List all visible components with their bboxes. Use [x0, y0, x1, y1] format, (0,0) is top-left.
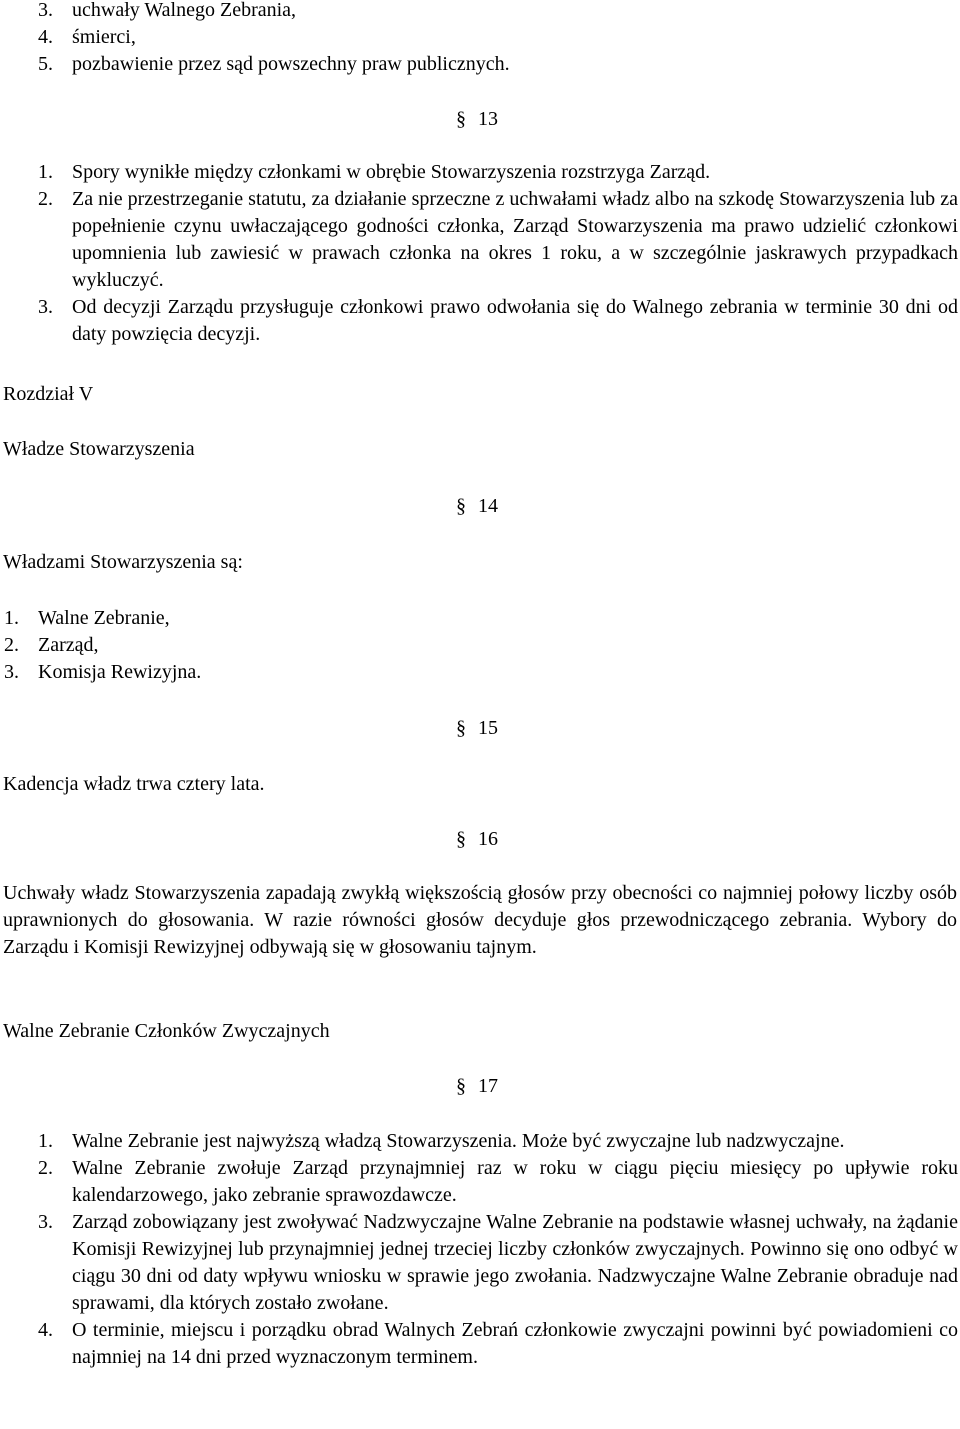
list-item-number: 3.: [38, 0, 53, 21]
section-number: 14: [478, 495, 498, 517]
list-item: [4, 632, 924, 659]
list-item-text: O terminie, miejscu i porządku obrad Walnych Zebrań członkowie zwyczajni powinni być powiadomieni co najmniej na 14 dni przed wyznaczonym terminem.: [72, 1319, 958, 1368]
list-top: [38, 0, 958, 78]
list-item: [38, 1209, 958, 1317]
chapter-title: Władze Stowarzyszenia: [3, 438, 195, 460]
list-item: [38, 1128, 958, 1155]
list-item-number: 2.: [4, 634, 19, 656]
section-16-heading: [456, 826, 498, 853]
list-item-number: 1.: [4, 607, 19, 629]
list-item-number: 4.: [38, 1319, 53, 1341]
section-14-intro: Władzami Stowarzyszenia są:: [3, 551, 243, 573]
section-number: 13: [478, 108, 498, 130]
list-item: [38, 0, 958, 24]
list-item-text: Zarząd,: [38, 634, 99, 656]
section-sign: §: [456, 717, 466, 739]
list-item-number: 2.: [38, 1157, 53, 1179]
section-number: 17: [478, 1075, 498, 1097]
list-item: [38, 186, 958, 294]
list-item-number: 3.: [38, 1211, 53, 1233]
list-item-text: śmierci,: [72, 26, 136, 48]
list-item-text: Spory wynikłe między członkami w obrębie Stowarzyszenia rozstrzyga Zarząd.: [72, 161, 711, 183]
section-16-text: Uchwały władz Stowarzyszenia zapadają zwykłą większością głosów przy obecności co najmniej połowy liczby osób uprawnionych do głosowania. W razie równości głosów decyduje głos przewodniczącego zebrania. Wybory do Zarządu i Komisji Rewizyjnej odbywają się w głosowaniu tajnym.: [3, 882, 957, 958]
list-item: [38, 24, 958, 51]
list-item-number: 1.: [38, 1130, 53, 1152]
section-15-heading: [456, 715, 498, 742]
list-item-text: Od decyzji Zarządu przysługuje członkowi prawo odwołania się do Walnego zebrania w terminie 30 dni od daty powzięcia decyzji.: [72, 296, 958, 345]
list-item-number: 2.: [38, 188, 53, 210]
section-sign: §: [456, 495, 466, 517]
list-item-text: Walne Zebranie,: [38, 607, 170, 629]
section-13-heading: [456, 106, 498, 133]
list-item-number: 4.: [38, 26, 53, 48]
list-item-number: 1.: [38, 161, 53, 183]
section-sign: §: [456, 828, 466, 850]
section-sign: §: [456, 1075, 466, 1097]
list-item: [38, 1155, 958, 1209]
list-item-text: Walne Zebranie jest najwyższą władzą Stowarzyszenia. Może być zwyczajne lub nadzwyczajne.: [72, 1130, 845, 1152]
section-number: 16: [478, 828, 498, 850]
list-item-text: uchwały Walnego Zebrania,: [72, 0, 297, 21]
list-section-17: [38, 1128, 958, 1371]
heading-walne-zebranie: Walne Zebranie Członków Zwyczajnych: [3, 1020, 330, 1042]
list-item-number: 3.: [4, 661, 19, 683]
list-item: [38, 1317, 958, 1371]
list-item: [4, 605, 924, 632]
section-16-body: [3, 880, 957, 961]
list-item-text: Walne Zebranie zwołuje Zarząd przynajmniej raz w roku w ciągu pięciu miesięcy po upływie roku kalendarzowego, jako zebranie sprawozdawcze.: [72, 1157, 958, 1206]
list-section-14: [4, 605, 924, 686]
list-item: [4, 659, 924, 686]
chapter-label: Rozdział V: [3, 383, 94, 405]
list-item: [38, 159, 958, 186]
list-item-text: Zarząd zobowiązany jest zwoływać Nadzwyczajne Walne Zebranie na podstawie własnej uchwały, na żądanie Komisji Rewizyjnej lub przynajmniej jednej trzeciej liczby członków zwyczajnych. Powinno się ono odbyć w ciągu 30 dni od daty wpływu wniosku w sprawie jego zwołania. Nadzwyczajne Walne Zebranie obraduje nad sprawami, dla których zostało zwołane.: [72, 1211, 958, 1314]
list-item: [38, 294, 958, 348]
list-item-number: 3.: [38, 296, 53, 318]
list-item: [38, 51, 958, 78]
section-number: 15: [478, 717, 498, 739]
section-14-heading: [456, 493, 498, 520]
section-sign: §: [456, 108, 466, 130]
list-item-text: Komisja Rewizyjna.: [38, 661, 202, 683]
list-item-text: pozbawienie przez sąd powszechny praw publicznych.: [72, 53, 510, 75]
section-17-heading: [456, 1073, 498, 1100]
list-item-number: 5.: [38, 53, 53, 75]
list-section-13: [38, 159, 958, 348]
section-15-text: Kadencja władz trwa cztery lata.: [3, 773, 265, 795]
list-item-text: Za nie przestrzeganie statutu, za działanie sprzeczne z uchwałami władz albo na szkodę Stowarzyszenia lub za popełnienie czynu uwłaczającego godności członka, Zarząd Stowarzyszenia ma prawo udzielić członkowi upomnienia lub zawiesić w prawach członka na okres 1 roku, a w szczególnie jaskrawych przypadkach wykluczyć.: [72, 188, 958, 291]
